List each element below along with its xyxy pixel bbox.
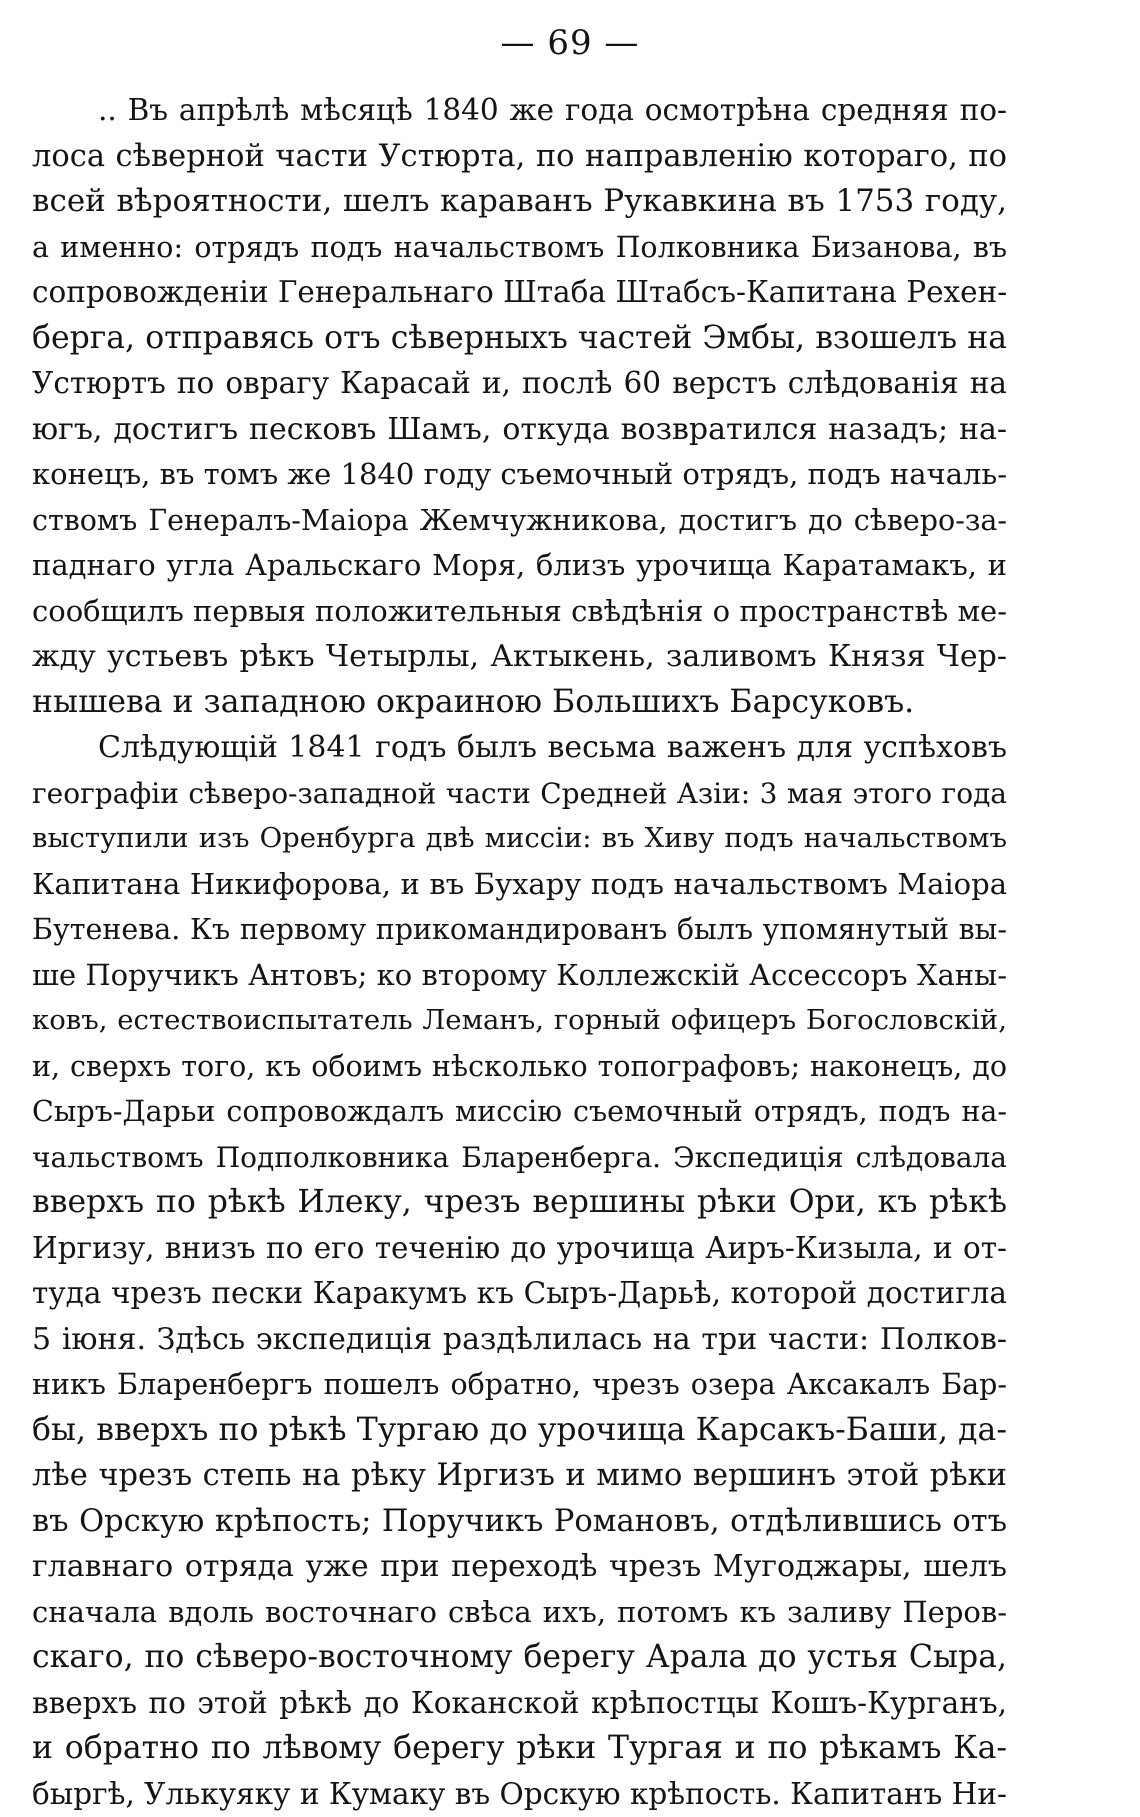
text-line: Бутенева. Къ первому прикомандированъ былъ упомянутый вы-	[32, 907, 1007, 953]
text-line: сопровожденіи Генеральнаго Штаба Штабсъ-Капитана Рехен-	[32, 270, 1007, 316]
text-line: сначала вдоль восточнаго свѣса ихъ, потомъ къ заливу Перов-	[32, 1590, 1007, 1636]
text-line: а именно: отрядъ подъ начальствомъ Полковника Бизанова, въ	[32, 225, 1007, 271]
paragraph	[32, 725, 1007, 1817]
text-line: Сыръ-Дарьи сопровождалъ миссію съемочный отрядъ, подъ на-	[32, 1089, 1007, 1135]
text-line: и обратно по лѣвому берегу рѣки Тургая и по рѣкамъ Ка-	[32, 1726, 1007, 1772]
page-number: — 69 —	[0, 18, 1140, 68]
text-line: въ Орскую крѣпость; Поручикъ Романовъ, отдѣлившись отъ	[32, 1499, 1007, 1545]
text-line: сообщилъ первыя положительныя свѣдѣнія о пространствѣ ме-	[32, 589, 1007, 635]
text-line: жду устьевъ рѣкъ Четырлы, Актыкень, заливомъ Князя Чер-	[32, 634, 1007, 680]
text-line: югъ, достигъ песковъ Шамъ, откуда возвратился назадъ; на-	[32, 407, 1007, 453]
text-line: географіи сѣверо-западной части Средней Азіи: 3 мая этого года	[32, 771, 1007, 817]
text-line: 5 іюня. Здѣсь экспедиція раздѣлилась на три части: Полков-	[32, 1317, 1007, 1363]
text-line: всей вѣроятности, шелъ караванъ Рукавкина въ 1753 году,	[32, 179, 1007, 225]
text-line: ше Поручикъ Антовъ; ко второму Коллежскій Ассессоръ Ханы-	[32, 953, 1007, 999]
text-line: .. Въ апрѣлѣ мѣсяцѣ 1840 же года осмотрѣна средняя по-	[32, 88, 1007, 134]
text-line: конецъ, въ томъ же 1840 году съемочный отрядъ, подъ началь-	[32, 452, 1007, 498]
text-line: туда чрезъ пески Каракумъ къ Сыръ-Дарьѣ, которой достигла	[32, 1271, 1007, 1317]
text-line: чальствомъ Подполковника Бларенберга. Экспедиція слѣдовала	[32, 1135, 1007, 1181]
text-line: бы, вверхъ по рѣкѣ Тургаю до урочища Карсакъ-Баши, да-	[32, 1408, 1007, 1454]
text-line: быргѣ, Улькуяку и Кумаку въ Орскую крѣпость. Капитанъ Ни-	[32, 1772, 1007, 1817]
text-line: скаго, по сѣверо-восточному берегу Арала до устья Сыра,	[32, 1635, 1007, 1681]
text-line: выступили изъ Оренбурга двѣ миссіи: въ Хиву подъ начальствомъ	[32, 816, 1007, 862]
paragraph	[32, 88, 1007, 725]
text-line: главнаго отряда уже при переходѣ чрезъ Мугоджары, шелъ	[32, 1544, 1007, 1590]
text-line: вверхъ по этой рѣкѣ до Коканской крѣпостцы Кошъ-Курганъ,	[32, 1681, 1007, 1727]
text-line: берга, отправясь отъ сѣверныхъ частей Эмбы, взошелъ на	[32, 316, 1007, 362]
body-text	[32, 88, 1007, 1817]
text-line: лоса сѣверной части Устюрта, по направленію котораго, по	[32, 134, 1007, 180]
text-line: Иргизу, внизъ по его теченію до урочища Аиръ-Кизыла, и от-	[32, 1226, 1007, 1272]
text-line: вверхъ по рѣкѣ Илеку, чрезъ вершины рѣки Ори, къ рѣкѣ	[32, 1180, 1007, 1226]
text-line: лѣе чрезъ степь на рѣку Иргизъ и мимо вершинъ этой рѣки	[32, 1453, 1007, 1499]
text-line: Слѣдующій 1841 годъ былъ весьма важенъ для успѣховъ	[32, 725, 1007, 771]
text-line: никъ Бларенбергъ пошелъ обратно, чрезъ озера Аксакалъ Бар-	[32, 1362, 1007, 1408]
text-line: и, сверхъ того, къ обоимъ нѣсколько топографовъ; наконецъ, до	[32, 1044, 1007, 1090]
text-line: Устюртъ по оврагу Карасай и, послѣ 60 верстъ слѣдованія на	[32, 361, 1007, 407]
text-line: ствомъ Генералъ-Маіора Жемчужникова, достигъ до сѣверо-за-	[32, 498, 1007, 544]
text-line: Капитана Никифорова, и въ Бухару подъ начальствомъ Маіора	[32, 862, 1007, 908]
text-line: ковъ, естествоиспытатель Леманъ, горный офицеръ Богословскій,	[32, 998, 1007, 1044]
text-line: нышева и западною окраиною Большихъ Барсуковъ.	[32, 680, 1007, 726]
text-line: паднаго угла Аральскаго Моря, близъ урочища Каратамакъ, и	[32, 543, 1007, 589]
